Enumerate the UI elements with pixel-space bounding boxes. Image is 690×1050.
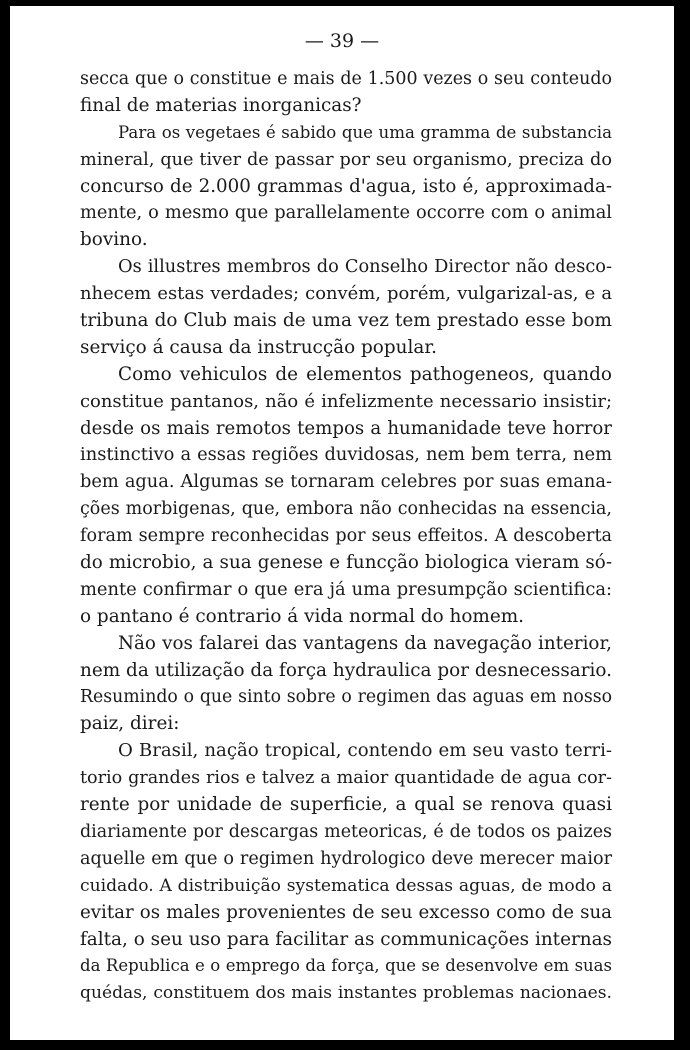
text-line: bem agua. Algumas se tornaram celebres por suas emana- [80, 471, 612, 493]
text-line: Para os vegetaes é sabido que uma gramma de substancia [118, 122, 612, 142]
text-line: Não vos falarei das vantagens da navegação interior, [118, 632, 612, 654]
paragraph [80, 631, 612, 739]
text-line: serviço á causa da instrucção popular. [80, 336, 437, 358]
text-line: mente, o mesmo que parallelamente occorre com o animal [80, 202, 612, 224]
text-line: quédas, constituem dos mais instantes problemas nacionaes. [80, 983, 612, 1004]
text-line: constitue pantanos, não é infelizmente necessario insistir; [80, 390, 612, 412]
text-line: O Brasil, nação tropical, contendo em seu vasto terri- [118, 740, 612, 762]
paragraph [80, 738, 612, 1007]
text-line: foram sempre reconhecidas por seus effeitos. A descoberta [80, 526, 612, 547]
text-line: torio grandes rios e talvez a maior quantidade de agua cor- [80, 768, 612, 789]
text-line: da Republica e o emprego da força, que se desenvolve em suas [80, 956, 612, 976]
text-line: instinctivo a essas regiões duvidosas, nem bem terra, nem [80, 444, 612, 466]
text-line: mente confirmar o que era já uma presumpção scientifica: [80, 578, 612, 600]
text-line: cuidado. A distribuição systematica dessas aguas, de modo a [80, 875, 612, 896]
text-line: final de materias inorganicas? [80, 94, 362, 116]
page-number: — 39 — [304, 30, 380, 52]
text-line: Como vehiculos de elementos pathogeneos, quando [118, 363, 612, 385]
text-line: bovino. [80, 229, 148, 251]
scanned-page [10, 6, 674, 1040]
text-line: secca que o constitue e mais de 1.500 vezes o seu conteudo [80, 69, 612, 89]
text-line: do microbio, a sua genese e funcção biologica vieram só- [80, 552, 612, 574]
body-text [80, 66, 612, 1007]
text-line: paiz, direi: [80, 713, 180, 735]
text-line: diariamente por descargas meteoricas, é de todos os paizes [80, 821, 612, 842]
paragraph [80, 362, 612, 631]
text-line: Resumindo o que sinto sobre o regimen das aguas em nosso [80, 687, 612, 708]
paragraph [80, 66, 612, 120]
text-line: ções morbigenas, que, embora não conhecidas na essencia, [80, 499, 612, 520]
text-line: nhecem estas verdades; convém, porém, vulgarizal-as, e a [80, 283, 612, 305]
paragraph [80, 120, 612, 254]
text-line: nem da utilização da força hydraulica por desnecessario. [80, 659, 612, 681]
text-line: mineral, que tiver de passar por seu organismo, preciza do [80, 149, 612, 170]
text-line: desde os mais remotos tempos a humanidade teve horror [80, 417, 612, 439]
text-line: evitar os males provenientes de seu excesso como de sua [80, 901, 612, 923]
text-line: Os illustres membros do Conselho Director não desco- [118, 256, 612, 278]
text-line: concurso de 2.000 grammas d'agua, isto é, approximada- [80, 175, 612, 197]
text-line: aquelle em que o regimen hydrologico deve merecer maior [80, 848, 612, 869]
text-line: falta, o seu uso para facilitar as communicações internas [80, 928, 612, 950]
text-line: o pantano é contrario á vida normal do homem. [80, 605, 525, 627]
text-line: rente por unidade de superficie, a qual se renova quasi [80, 794, 612, 816]
paragraph [80, 254, 612, 362]
text-line: tribuna do Club mais de uma vez tem prestado esse bom [80, 310, 612, 332]
